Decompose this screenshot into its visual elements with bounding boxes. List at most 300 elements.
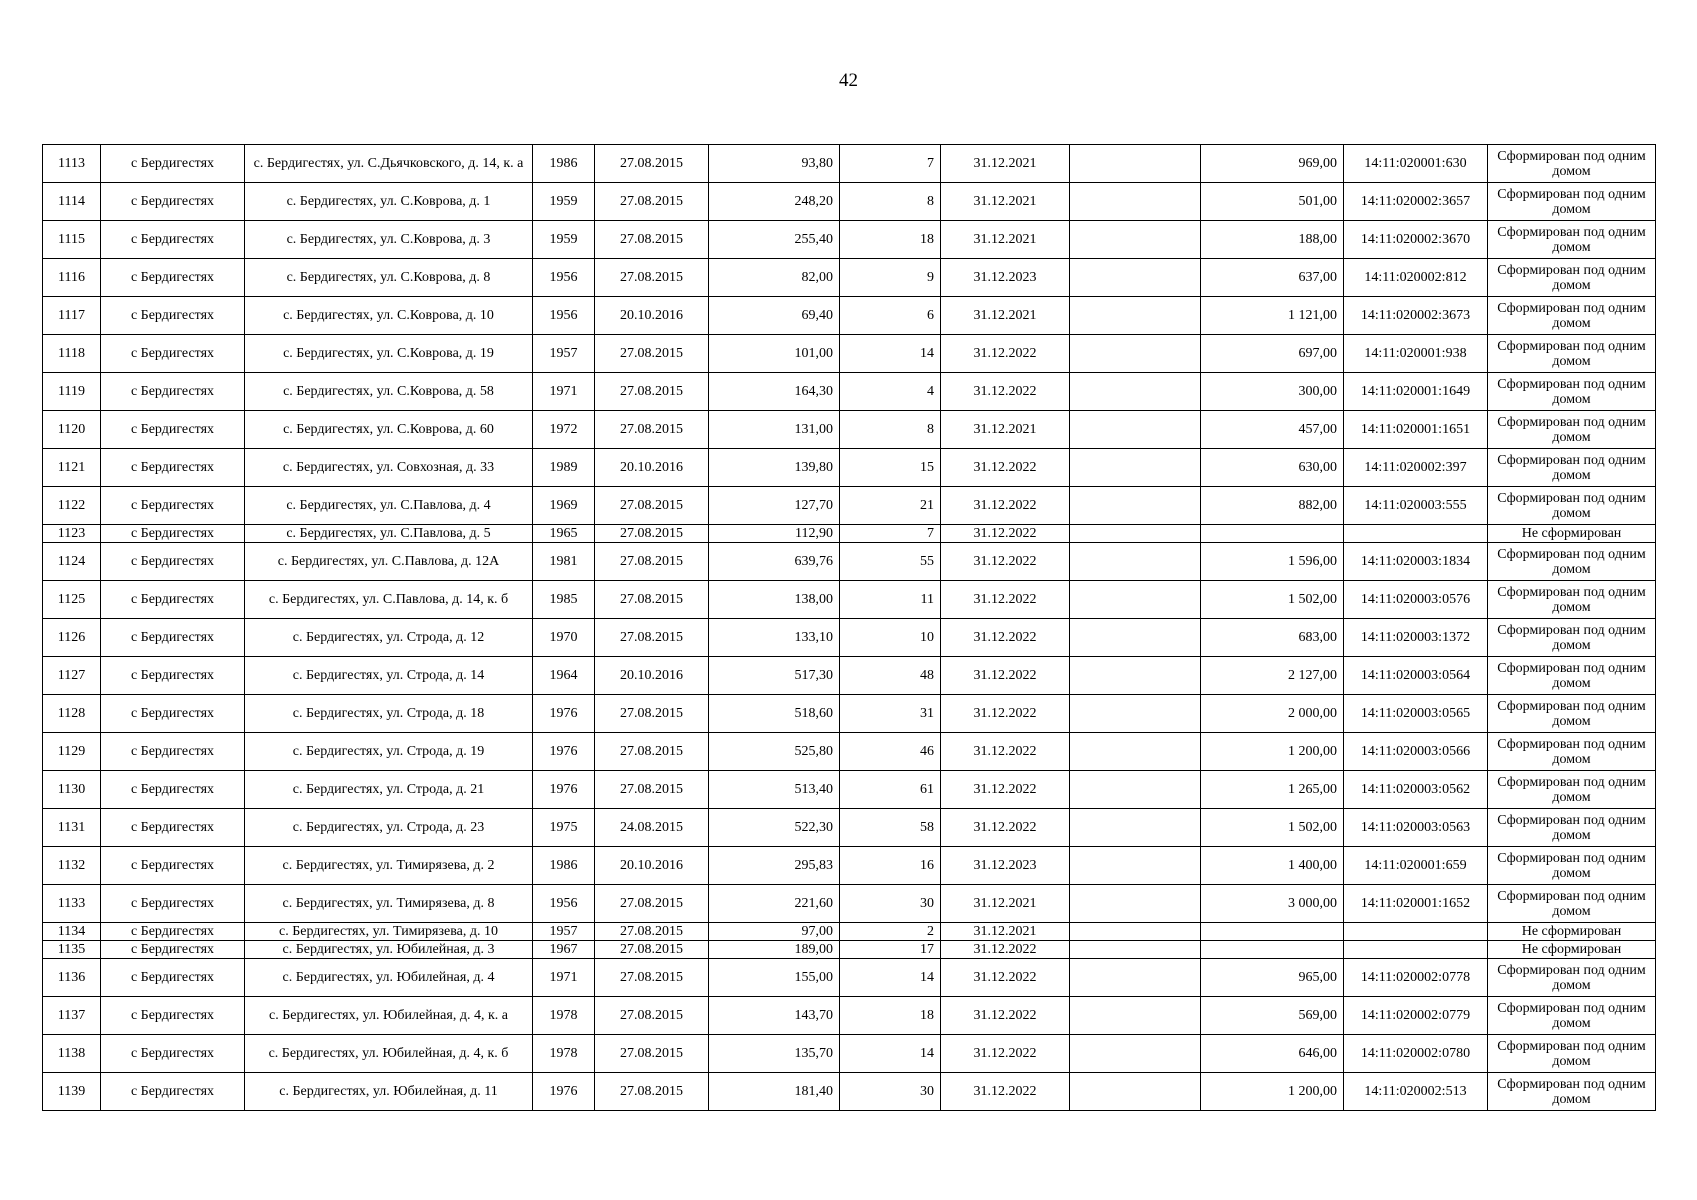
cell-land-area: 969,00 <box>1201 145 1344 183</box>
cell-area: 112,90 <box>709 525 840 543</box>
cell-address: с. Бердигестях, ул. Юбилейная, д. 4, к. а <box>245 997 533 1035</box>
cell-deadline: 31.12.2022 <box>941 487 1070 525</box>
cell-row-number: 1123 <box>43 525 101 543</box>
cell-residents: 14 <box>840 959 941 997</box>
cell-land-status: Не сформирован <box>1488 525 1656 543</box>
cell-settlement: с Бердигестях <box>101 145 245 183</box>
cell-settlement: с Бердигестях <box>101 941 245 959</box>
cell-date: 27.08.2015 <box>595 221 709 259</box>
cell-settlement: с Бердигестях <box>101 221 245 259</box>
cell-deadline: 31.12.2023 <box>941 259 1070 297</box>
cell-cadastral-number: 14:11:020001:630 <box>1344 145 1488 183</box>
cell-deadline: 31.12.2022 <box>941 941 1070 959</box>
cell-area: 525,80 <box>709 733 840 771</box>
cell-date: 27.08.2015 <box>595 619 709 657</box>
cell-empty-column <box>1070 411 1201 449</box>
table-row <box>43 771 1656 809</box>
table-row <box>43 145 1656 183</box>
cell-area: 518,60 <box>709 695 840 733</box>
table-row <box>43 885 1656 923</box>
table-row <box>43 259 1656 297</box>
cell-area: 522,30 <box>709 809 840 847</box>
cell-build-year: 1970 <box>533 619 595 657</box>
cell-build-year: 1981 <box>533 543 595 581</box>
cell-land-area: 1 596,00 <box>1201 543 1344 581</box>
cell-residents: 55 <box>840 543 941 581</box>
cell-residents: 8 <box>840 183 941 221</box>
cell-row-number: 1116 <box>43 259 101 297</box>
cell-land-area: 1 265,00 <box>1201 771 1344 809</box>
cell-land-area: 300,00 <box>1201 373 1344 411</box>
cell-row-number: 1138 <box>43 1035 101 1073</box>
cell-empty-column <box>1070 525 1201 543</box>
cell-deadline: 31.12.2022 <box>941 525 1070 543</box>
table-row <box>43 959 1656 997</box>
cell-row-number: 1137 <box>43 997 101 1035</box>
cell-date: 20.10.2016 <box>595 847 709 885</box>
cell-date: 24.08.2015 <box>595 809 709 847</box>
cell-address: с. Бердигестях, ул. Совхозная, д. 33 <box>245 449 533 487</box>
cell-address: с. Бердигестях, ул. С.Павлова, д. 12А <box>245 543 533 581</box>
cell-empty-column <box>1070 885 1201 923</box>
table-row <box>43 1035 1656 1073</box>
cell-land-area: 637,00 <box>1201 259 1344 297</box>
cell-area: 97,00 <box>709 923 840 941</box>
cell-area: 69,40 <box>709 297 840 335</box>
cell-cadastral-number: 14:11:020003:1834 <box>1344 543 1488 581</box>
cell-residents: 17 <box>840 941 941 959</box>
cell-address: с. Бердигестях, ул. Тимирязева, д. 2 <box>245 847 533 885</box>
cell-area: 517,30 <box>709 657 840 695</box>
cell-build-year: 1972 <box>533 411 595 449</box>
cell-row-number: 1117 <box>43 297 101 335</box>
cell-address: с. Бердигестях, ул. Строда, д. 14 <box>245 657 533 695</box>
cell-land-area: 965,00 <box>1201 959 1344 997</box>
cell-land-status: Сформирован под одним домом <box>1488 297 1656 335</box>
cell-settlement: с Бердигестях <box>101 1073 245 1111</box>
cell-address: с. Бердигестях, ул. Тимирязева, д. 10 <box>245 923 533 941</box>
cell-deadline: 31.12.2022 <box>941 581 1070 619</box>
cell-settlement: с Бердигестях <box>101 885 245 923</box>
cell-date: 27.08.2015 <box>595 695 709 733</box>
cell-row-number: 1139 <box>43 1073 101 1111</box>
cell-date: 27.08.2015 <box>595 543 709 581</box>
cell-land-status: Сформирован под одним домом <box>1488 1035 1656 1073</box>
cell-land-area: 1 502,00 <box>1201 581 1344 619</box>
page-number: 42 <box>839 70 858 91</box>
cell-empty-column <box>1070 941 1201 959</box>
cell-row-number: 1121 <box>43 449 101 487</box>
cell-row-number: 1129 <box>43 733 101 771</box>
cell-land-area: 882,00 <box>1201 487 1344 525</box>
cell-cadastral-number: 14:11:020002:397 <box>1344 449 1488 487</box>
cell-settlement: с Бердигестях <box>101 733 245 771</box>
cell-land-status: Сформирован под одним домом <box>1488 885 1656 923</box>
cell-date: 27.08.2015 <box>595 145 709 183</box>
cell-date: 27.08.2015 <box>595 335 709 373</box>
cell-area: 255,40 <box>709 221 840 259</box>
cell-address: с. Бердигестях, ул. С.Коврова, д. 60 <box>245 411 533 449</box>
cell-row-number: 1127 <box>43 657 101 695</box>
table-body <box>43 145 1656 1111</box>
cell-area: 133,10 <box>709 619 840 657</box>
cell-settlement: с Бердигестях <box>101 695 245 733</box>
cell-settlement: с Бердигестях <box>101 183 245 221</box>
cell-cadastral-number: 14:11:020002:0780 <box>1344 1035 1488 1073</box>
cell-empty-column <box>1070 771 1201 809</box>
cell-empty-column <box>1070 259 1201 297</box>
table-row <box>43 941 1656 959</box>
cell-residents: 15 <box>840 449 941 487</box>
cell-address: с. Бердигестях, ул. Строда, д. 12 <box>245 619 533 657</box>
cell-land-status: Сформирован под одним домом <box>1488 771 1656 809</box>
cell-row-number: 1135 <box>43 941 101 959</box>
cell-cadastral-number <box>1344 923 1488 941</box>
cell-deadline: 31.12.2022 <box>941 733 1070 771</box>
cell-address: с. Бердигестях, ул. С.Коврова, д. 8 <box>245 259 533 297</box>
cell-deadline: 31.12.2021 <box>941 297 1070 335</box>
cell-row-number: 1113 <box>43 145 101 183</box>
cell-empty-column <box>1070 657 1201 695</box>
cell-cadastral-number: 14:11:020002:0779 <box>1344 997 1488 1035</box>
cell-area: 513,40 <box>709 771 840 809</box>
cell-settlement: с Бердигестях <box>101 335 245 373</box>
cell-land-status: Сформирован под одним домом <box>1488 695 1656 733</box>
cell-empty-column <box>1070 335 1201 373</box>
cell-build-year: 1976 <box>533 733 595 771</box>
cell-deadline: 31.12.2022 <box>941 619 1070 657</box>
cell-empty-column <box>1070 581 1201 619</box>
cell-date: 27.08.2015 <box>595 771 709 809</box>
cell-settlement: с Бердигестях <box>101 923 245 941</box>
cell-land-area: 683,00 <box>1201 619 1344 657</box>
cell-build-year: 1985 <box>533 581 595 619</box>
cell-land-area: 1 200,00 <box>1201 733 1344 771</box>
table-row <box>43 619 1656 657</box>
cell-land-status: Сформирован под одним домом <box>1488 259 1656 297</box>
cell-date: 20.10.2016 <box>595 657 709 695</box>
cell-cadastral-number: 14:11:020002:812 <box>1344 259 1488 297</box>
cell-settlement: с Бердигестях <box>101 959 245 997</box>
cell-residents: 30 <box>840 885 941 923</box>
cell-date: 27.08.2015 <box>595 885 709 923</box>
cell-row-number: 1134 <box>43 923 101 941</box>
table-row <box>43 297 1656 335</box>
cell-row-number: 1114 <box>43 183 101 221</box>
cell-address: с. Бердигестях, ул. Юбилейная, д. 4, к. б <box>245 1035 533 1073</box>
cell-date: 27.08.2015 <box>595 487 709 525</box>
cell-deadline: 31.12.2021 <box>941 923 1070 941</box>
table-row <box>43 733 1656 771</box>
table-row <box>43 449 1656 487</box>
cell-address: с. Бердигестях, ул. С.Павлова, д. 5 <box>245 525 533 543</box>
cell-land-area: 188,00 <box>1201 221 1344 259</box>
cell-row-number: 1125 <box>43 581 101 619</box>
cell-address: с. Бердигестях, ул. С.Коврова, д. 58 <box>245 373 533 411</box>
cell-build-year: 1959 <box>533 183 595 221</box>
cell-area: 221,60 <box>709 885 840 923</box>
cell-build-year: 1969 <box>533 487 595 525</box>
cell-build-year: 1956 <box>533 297 595 335</box>
cell-area: 189,00 <box>709 941 840 959</box>
cell-residents: 14 <box>840 335 941 373</box>
cell-residents: 11 <box>840 581 941 619</box>
cell-date: 27.08.2015 <box>595 959 709 997</box>
cell-land-status: Сформирован под одним домом <box>1488 449 1656 487</box>
cell-empty-column <box>1070 373 1201 411</box>
cell-cadastral-number: 14:11:020002:513 <box>1344 1073 1488 1111</box>
cell-build-year: 1978 <box>533 1035 595 1073</box>
cell-empty-column <box>1070 923 1201 941</box>
cell-settlement: с Бердигестях <box>101 997 245 1035</box>
cell-cadastral-number: 14:11:020003:0563 <box>1344 809 1488 847</box>
cell-address: с. Бердигестях, ул. С.Коврова, д. 1 <box>245 183 533 221</box>
cell-address: с. Бердигестях, ул. Юбилейная, д. 11 <box>245 1073 533 1111</box>
cell-build-year: 1975 <box>533 809 595 847</box>
cell-cadastral-number: 14:11:020001:1652 <box>1344 885 1488 923</box>
cell-cadastral-number: 14:11:020001:659 <box>1344 847 1488 885</box>
cell-address: с. Бердигестях, ул. С.Коврова, д. 3 <box>245 221 533 259</box>
cell-land-area: 457,00 <box>1201 411 1344 449</box>
cell-empty-column <box>1070 997 1201 1035</box>
cell-land-area: 2 127,00 <box>1201 657 1344 695</box>
cell-date: 27.08.2015 <box>595 1073 709 1111</box>
cell-residents: 31 <box>840 695 941 733</box>
cell-area: 143,70 <box>709 997 840 1035</box>
table-row <box>43 183 1656 221</box>
cell-settlement: с Бердигестях <box>101 449 245 487</box>
cell-empty-column <box>1070 183 1201 221</box>
cell-row-number: 1119 <box>43 373 101 411</box>
housing-table <box>42 144 1656 1111</box>
cell-cadastral-number <box>1344 525 1488 543</box>
cell-area: 127,70 <box>709 487 840 525</box>
cell-residents: 21 <box>840 487 941 525</box>
cell-land-status: Сформирован под одним домом <box>1488 847 1656 885</box>
cell-land-status: Сформирован под одним домом <box>1488 335 1656 373</box>
cell-deadline: 31.12.2023 <box>941 847 1070 885</box>
cell-row-number: 1126 <box>43 619 101 657</box>
cell-residents: 16 <box>840 847 941 885</box>
cell-deadline: 31.12.2021 <box>941 411 1070 449</box>
cell-settlement: с Бердигестях <box>101 297 245 335</box>
cell-row-number: 1131 <box>43 809 101 847</box>
table-row <box>43 221 1656 259</box>
cell-date: 27.08.2015 <box>595 1035 709 1073</box>
cell-address: с. Бердигестях, ул. С.Дьячковского, д. 14, к. а <box>245 145 533 183</box>
cell-area: 639,76 <box>709 543 840 581</box>
cell-residents: 46 <box>840 733 941 771</box>
cell-residents: 6 <box>840 297 941 335</box>
table-row <box>43 487 1656 525</box>
cell-land-status: Сформирован под одним домом <box>1488 581 1656 619</box>
cell-build-year: 1956 <box>533 259 595 297</box>
cell-residents: 10 <box>840 619 941 657</box>
cell-date: 27.08.2015 <box>595 581 709 619</box>
cell-build-year: 1957 <box>533 335 595 373</box>
cell-land-status: Сформирован под одним домом <box>1488 959 1656 997</box>
cell-cadastral-number: 14:11:020002:0778 <box>1344 959 1488 997</box>
cell-settlement: с Бердигестях <box>101 657 245 695</box>
cell-empty-column <box>1070 543 1201 581</box>
cell-empty-column <box>1070 145 1201 183</box>
table-row <box>43 525 1656 543</box>
table-row <box>43 411 1656 449</box>
cell-empty-column <box>1070 487 1201 525</box>
cell-residents: 7 <box>840 145 941 183</box>
cell-cadastral-number: 14:11:020002:3657 <box>1344 183 1488 221</box>
cell-cadastral-number: 14:11:020003:0566 <box>1344 733 1488 771</box>
cell-empty-column <box>1070 847 1201 885</box>
cell-cadastral-number: 14:11:020002:3673 <box>1344 297 1488 335</box>
cell-date: 20.10.2016 <box>595 449 709 487</box>
cell-deadline: 31.12.2022 <box>941 1073 1070 1111</box>
cell-address: с. Бердигестях, ул. Тимирязева, д. 8 <box>245 885 533 923</box>
cell-land-area: 1 502,00 <box>1201 809 1344 847</box>
cell-land-status: Сформирован под одним домом <box>1488 997 1656 1035</box>
cell-date: 27.08.2015 <box>595 941 709 959</box>
cell-build-year: 1956 <box>533 885 595 923</box>
cell-empty-column <box>1070 1073 1201 1111</box>
cell-settlement: с Бердигестях <box>101 543 245 581</box>
cell-area: 181,40 <box>709 1073 840 1111</box>
cell-area: 138,00 <box>709 581 840 619</box>
cell-residents: 2 <box>840 923 941 941</box>
cell-empty-column <box>1070 449 1201 487</box>
cell-build-year: 1957 <box>533 923 595 941</box>
cell-address: с. Бердигестях, ул. Юбилейная, д. 3 <box>245 941 533 959</box>
cell-empty-column <box>1070 959 1201 997</box>
cell-cadastral-number: 14:11:020001:1649 <box>1344 373 1488 411</box>
cell-empty-column <box>1070 297 1201 335</box>
cell-area: 82,00 <box>709 259 840 297</box>
cell-deadline: 31.12.2021 <box>941 145 1070 183</box>
cell-empty-column <box>1070 221 1201 259</box>
cell-row-number: 1130 <box>43 771 101 809</box>
cell-build-year: 1989 <box>533 449 595 487</box>
cell-address: с. Бердигестях, ул. Юбилейная, д. 4 <box>245 959 533 997</box>
table-row <box>43 581 1656 619</box>
table-row <box>43 1073 1656 1111</box>
cell-land-status: Сформирован под одним домом <box>1488 1073 1656 1111</box>
cell-residents: 58 <box>840 809 941 847</box>
cell-land-status: Сформирован под одним домом <box>1488 487 1656 525</box>
cell-area: 248,20 <box>709 183 840 221</box>
cell-land-area: 1 121,00 <box>1201 297 1344 335</box>
cell-cadastral-number: 14:11:020003:555 <box>1344 487 1488 525</box>
table-row <box>43 695 1656 733</box>
cell-land-status: Сформирован под одним домом <box>1488 183 1656 221</box>
cell-land-area: 3 000,00 <box>1201 885 1344 923</box>
cell-date: 27.08.2015 <box>595 373 709 411</box>
cell-date: 27.08.2015 <box>595 259 709 297</box>
cell-date: 27.08.2015 <box>595 183 709 221</box>
cell-land-status: Не сформирован <box>1488 941 1656 959</box>
table-row <box>43 997 1656 1035</box>
cell-build-year: 1976 <box>533 771 595 809</box>
cell-land-status: Не сформирован <box>1488 923 1656 941</box>
table-row <box>43 657 1656 695</box>
cell-residents: 7 <box>840 525 941 543</box>
cell-deadline: 31.12.2022 <box>941 809 1070 847</box>
cell-build-year: 1971 <box>533 959 595 997</box>
table-row <box>43 335 1656 373</box>
cell-area: 155,00 <box>709 959 840 997</box>
cell-row-number: 1136 <box>43 959 101 997</box>
cell-deadline: 31.12.2022 <box>941 959 1070 997</box>
cell-land-status: Сформирован под одним домом <box>1488 619 1656 657</box>
cell-settlement: с Бердигестях <box>101 373 245 411</box>
cell-land-area: 2 000,00 <box>1201 695 1344 733</box>
cell-date: 27.08.2015 <box>595 997 709 1035</box>
cell-address: с. Бердигестях, ул. С.Павлова, д. 4 <box>245 487 533 525</box>
cell-build-year: 1967 <box>533 941 595 959</box>
cell-residents: 9 <box>840 259 941 297</box>
cell-deadline: 31.12.2022 <box>941 695 1070 733</box>
cell-build-year: 1959 <box>533 221 595 259</box>
cell-land-status: Сформирован под одним домом <box>1488 411 1656 449</box>
cell-cadastral-number: 14:11:020003:0576 <box>1344 581 1488 619</box>
cell-settlement: с Бердигестях <box>101 525 245 543</box>
cell-deadline: 31.12.2022 <box>941 1035 1070 1073</box>
cell-cadastral-number: 14:11:020001:938 <box>1344 335 1488 373</box>
cell-row-number: 1120 <box>43 411 101 449</box>
cell-address: с. Бердигестях, ул. С.Коврова, д. 10 <box>245 297 533 335</box>
cell-empty-column <box>1070 809 1201 847</box>
table-row <box>43 847 1656 885</box>
cell-land-area <box>1201 941 1344 959</box>
cell-deadline: 31.12.2022 <box>941 771 1070 809</box>
cell-settlement: с Бердигестях <box>101 411 245 449</box>
table-row <box>43 543 1656 581</box>
cell-build-year: 1964 <box>533 657 595 695</box>
cell-cadastral-number: 14:11:020003:1372 <box>1344 619 1488 657</box>
cell-land-area: 501,00 <box>1201 183 1344 221</box>
cell-deadline: 31.12.2021 <box>941 221 1070 259</box>
cell-build-year: 1978 <box>533 997 595 1035</box>
cell-settlement: с Бердигестях <box>101 847 245 885</box>
cell-land-area: 1 200,00 <box>1201 1073 1344 1111</box>
cell-settlement: с Бердигестях <box>101 809 245 847</box>
cell-area: 295,83 <box>709 847 840 885</box>
cell-land-status: Сформирован под одним домом <box>1488 733 1656 771</box>
cell-deadline: 31.12.2022 <box>941 997 1070 1035</box>
cell-settlement: с Бердигестях <box>101 771 245 809</box>
cell-settlement: с Бердигестях <box>101 259 245 297</box>
cell-land-status: Сформирован под одним домом <box>1488 657 1656 695</box>
cell-date: 20.10.2016 <box>595 297 709 335</box>
cell-settlement: с Бердигестях <box>101 581 245 619</box>
cell-date: 27.08.2015 <box>595 411 709 449</box>
cell-cadastral-number: 14:11:020003:0565 <box>1344 695 1488 733</box>
cell-land-area: 1 400,00 <box>1201 847 1344 885</box>
cell-row-number: 1124 <box>43 543 101 581</box>
cell-residents: 18 <box>840 997 941 1035</box>
cell-deadline: 31.12.2022 <box>941 373 1070 411</box>
cell-land-area <box>1201 525 1344 543</box>
cell-area: 101,00 <box>709 335 840 373</box>
cell-build-year: 1986 <box>533 847 595 885</box>
cell-residents: 4 <box>840 373 941 411</box>
cell-build-year: 1976 <box>533 695 595 733</box>
cell-land-status: Сформирован под одним домом <box>1488 145 1656 183</box>
cell-area: 131,00 <box>709 411 840 449</box>
cell-empty-column <box>1070 695 1201 733</box>
cell-deadline: 31.12.2021 <box>941 885 1070 923</box>
cell-empty-column <box>1070 733 1201 771</box>
cell-build-year: 1986 <box>533 145 595 183</box>
cell-address: с. Бердигестях, ул. С.Коврова, д. 19 <box>245 335 533 373</box>
